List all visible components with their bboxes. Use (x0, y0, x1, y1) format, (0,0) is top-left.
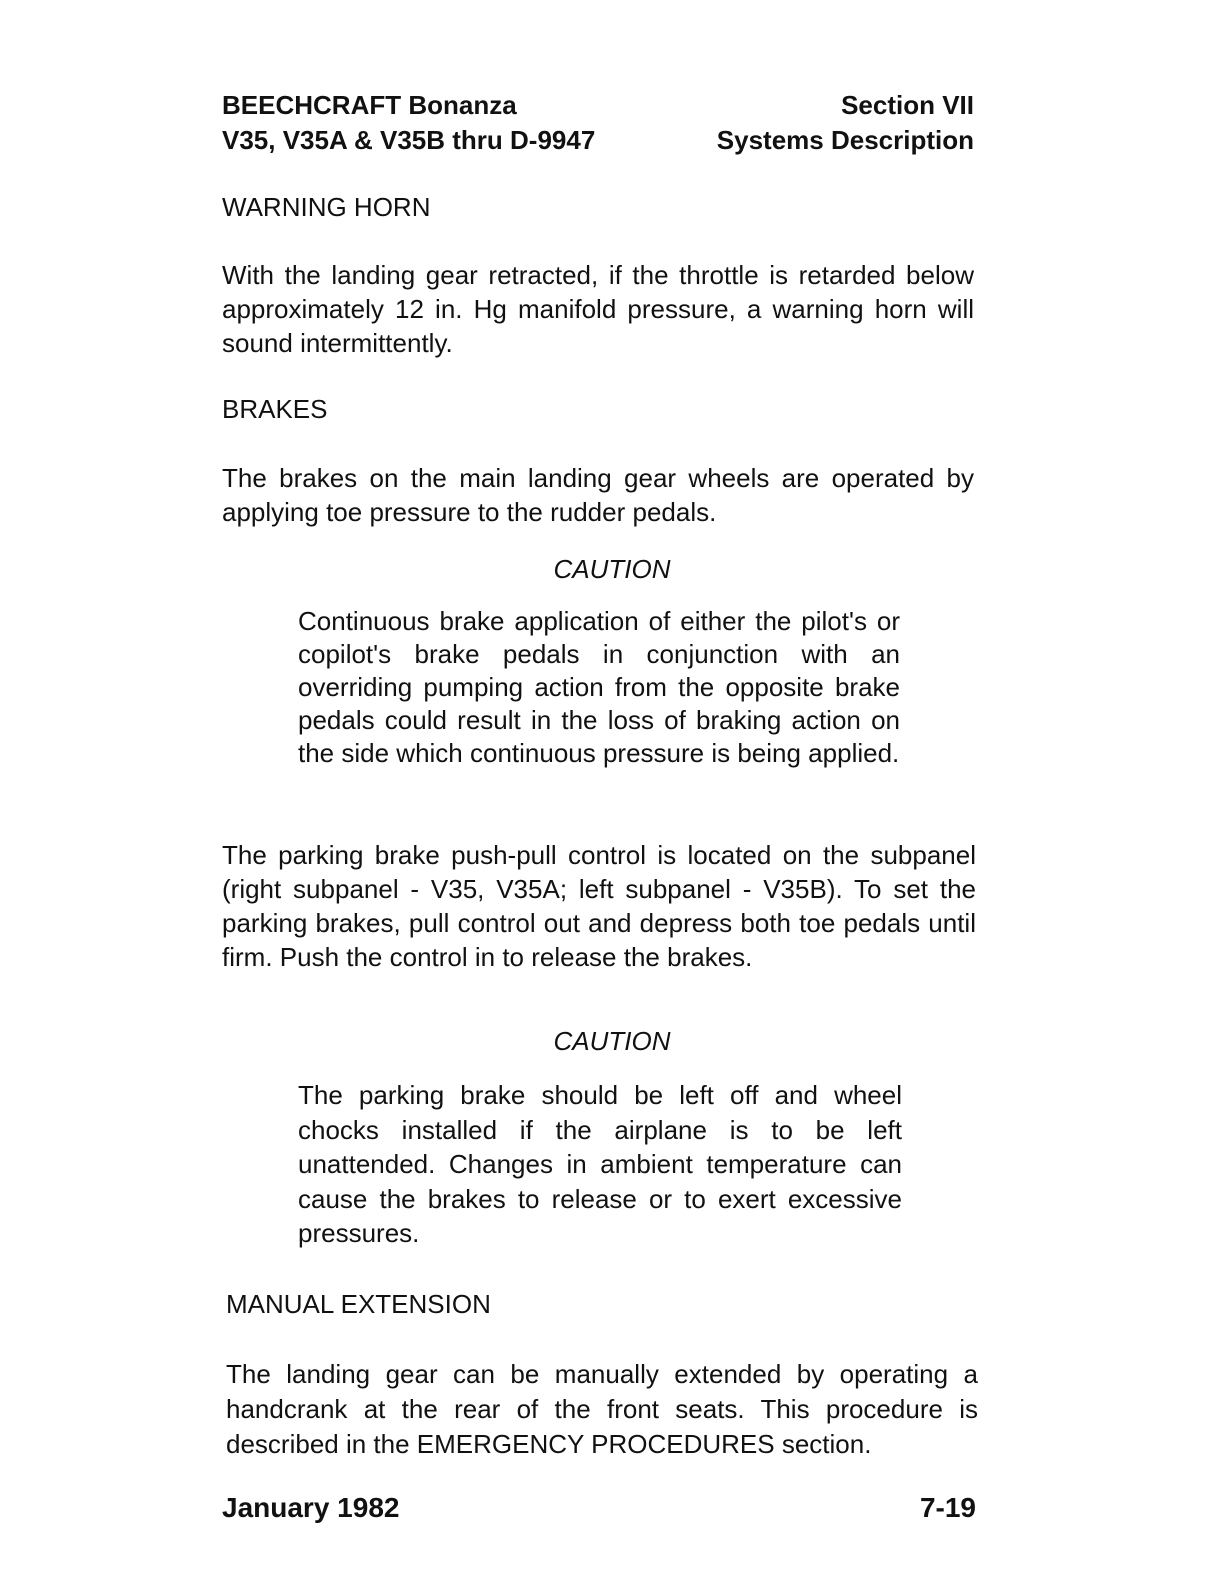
manual-extension-heading: MANUAL EXTENSION (226, 1289, 491, 1319)
header-title-line1: BEECHCRAFT Bonanza (222, 90, 517, 120)
header-section-line1: Section VII (841, 90, 974, 120)
parking-brake-paragraph: The parking brake push-pull control is located on the subpanel (right subpanel - V35, V35A; left subpanel - V35B). To set the parking brakes, pull control out and depress both toe pedals until firm. Push the control in to release the brakes. (222, 840, 976, 972)
warning-horn-paragraph: With the landing gear retracted, if the throttle is retarded below approximately 12 in. Hg manifold pressure, a warning horn will sound intermittently. (222, 260, 974, 358)
footer-date: January 1982 (222, 1492, 400, 1523)
brakes-heading: BRAKES (222, 394, 328, 424)
header-title-line2: V35, V35A & V35B thru D-9947 (222, 125, 596, 155)
header-section-block (717, 88, 974, 158)
warning-horn-heading: WARNING HORN (222, 192, 431, 222)
header-section-line2: Systems Description (716, 125, 974, 155)
brakes-paragraph: The brakes on the main landing gear wheels are operated by applying toe pressure to the rudder pedals. (222, 463, 974, 527)
footer-page-number: 7-19 (919, 1492, 976, 1523)
caution-body-2: The parking brake should be left off and wheel chocks installed if the airplane is to be left unattended. Changes in ambient temperature can cause the brakes to release or to exert excessive pressures. (298, 1080, 902, 1248)
caution-body-1: Continuous brake application of either the pilot's or copilot's brake pedals in conjunction with an overriding pumping action from the opposite brake pedals could result in the loss of braking action on the side which continuous pressure is being applied. (298, 606, 900, 768)
header-title-block (222, 88, 595, 158)
caution-title-2: CAUTION (553, 1026, 671, 1056)
caution-title-1: CAUTION (553, 554, 671, 584)
manual-extension-paragraph: The landing gear can be manually extended by operating a handcrank at the rear of the front seats. This procedure is described in the EMERGENCY PROCEDURES section. (226, 1359, 978, 1459)
